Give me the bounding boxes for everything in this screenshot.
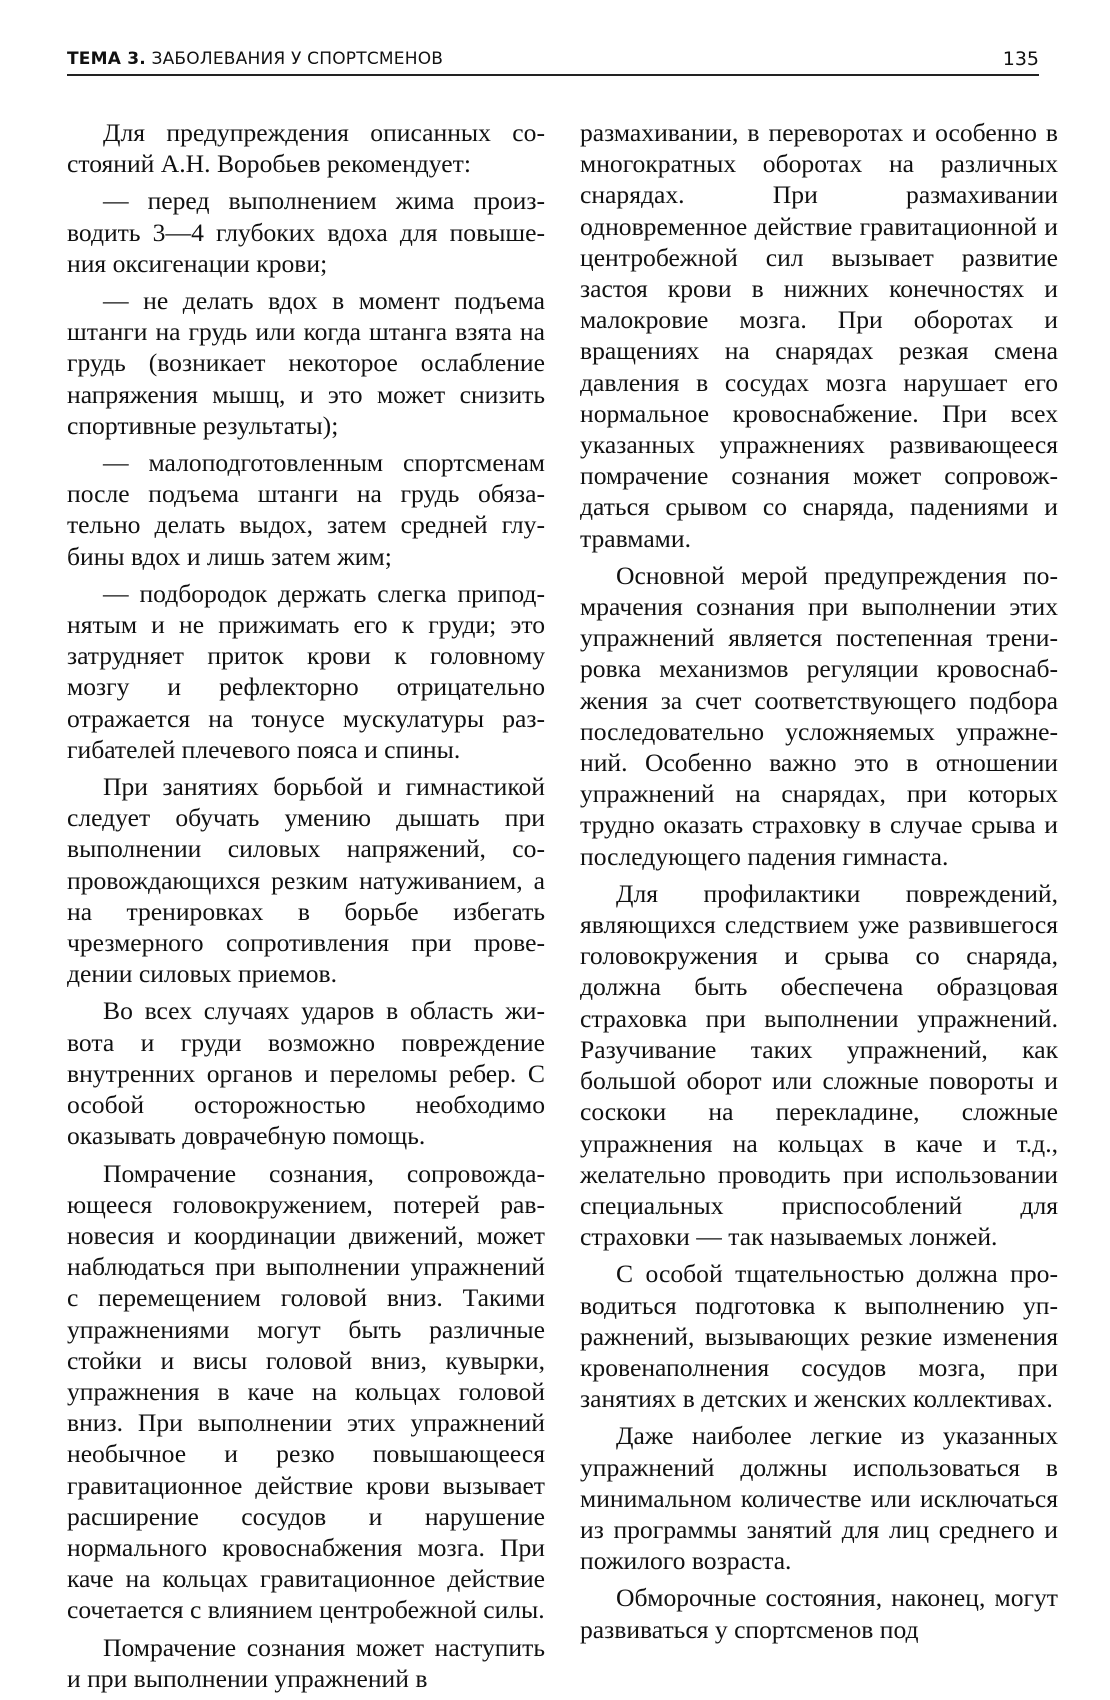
header-title: ЗАБОЛЕВАНИЯ У СПОРТСМЕНОВ [151, 49, 444, 69]
paragraph: С особой тщательностью должна проводиться подготовка к выполнению упражнений, вызывающих резкие изменения кровенаполнения сосудов мозга, при занятиях в детских и женских коллективах. [580, 1259, 1058, 1414]
list-item: — подбородок держать слегка приподнятым и не прижимать его к груди; это затрудняет приток крови к головному мозгу и рефлекторно отрицательно отражается на тонусе мускулатуры разгибателей плечевого пояса и спины. [67, 578, 545, 764]
running-header [67, 49, 443, 69]
paragraph: При занятиях борьбой и гимнастикой следует обучать умению дышать при выполнении силовых напряжений, сопровождающихся резким натуживанием, а на тренировках в борьбе избегать чрезмерного сопротивления при проведении силовых приемов. [67, 772, 545, 989]
list-item: — перед выполнением жима производить 3—4 глубоких вдоха для повышения оксигенации крови; [67, 186, 545, 278]
paragraph: Основной мерой предупреждения помрачения сознания при выполнении этих упражнений является постепенная тренировка механизмов регуляции кровоснабжения за счет соответствующего подбора последовательно усложняемых упражнений. Особенно важно это в отношении упражнений на снарядах, при которых трудно оказать страховку в случае срыва и последующего падения гимнаста. [580, 560, 1058, 871]
continued-paragraph: размахивании, в переворотах и особенно в многократных оборотах на различных снарядах. При размахивании одновременное действие гравитационной и центробежной сил вызывает развитие застоя крови в нижних конечностях и малокровие мозга. При оборотах и вращениях на снарядах резкая смена давления в сосудах мозга нарушает его нормальное кровоснабжение. При всех указанных упражнениях развивающееся помрачение сознания может сопровождаться срывом со снаряда, падениями и травмами. [580, 118, 1058, 553]
page-header [67, 40, 1039, 76]
paragraph: Обморочные состояния, наконец, могут развиваться у спортсменов под [580, 1583, 1058, 1644]
header-topic: ТЕМА 3. [67, 49, 146, 69]
right-column [580, 117, 1058, 1651]
paragraph: Даже наиболее легкие из указанных упражнений должны использоваться в минимальном количестве или исключаться из программы занятий для лиц среднего и пожилого возраста. [580, 1421, 1058, 1576]
list-item: — малоподготовленным спортсменам после подъема штанги на грудь обязательно делать выдох, затем средней глубины вдох и лишь затем жим; [67, 448, 545, 571]
list-item: — не делать вдох в момент подъема штанги на грудь или когда штанга взята на грудь (возникает некоторое ослабление напряжения мышц, и это может снизить спортивные результаты); [67, 286, 545, 440]
paragraph: Для профилактики повреждений, являющихся следствием уже развившегося головокружения и срыва со снаряда, должна быть обеспечена образцовая страховка при выполнении упражнений. Разучивание таких упражнений, как большой оборот или сложные повороты и соскоки на перекладине, сложные упражнения на кольцах в каче и т.д., желательно проводить при использовании специальных приспособлений для страховки — так называемых лонжей. [580, 878, 1058, 1252]
paragraph: Помрачение сознания, сопровождающееся головокружением, потерей равновесия и координации движений, может наблюдаться при выполнении упражнений с перемещением головой вниз. Такими упражнениями могут быть различные стойки и висы головой вниз, кувырки, упражнения в каче на кольцах головой вниз. При выполнении этих упражнений необычное и резко повышающееся гравитационное действие крови вызывает расширение сосудов и нарушение нормального кровоснабжения мозга. При каче на кольцах гравитационное действие сочетается с влиянием центробежной силы. [67, 1158, 545, 1625]
left-column [67, 117, 545, 1700]
page-number: 135 [1002, 48, 1039, 70]
paragraph: Во всех случаях ударов в область живота и груди возможно повреждение внутренних органов и переломы ребер. С особой осторожностью необходимо оказывать доврачебную помощь. [67, 996, 545, 1151]
paragraph: Помрачение сознания может наступить и при выполнении упражнений в [67, 1632, 545, 1693]
paragraph: Для предупреждения описанных состояний А.Н. Воробьев рекомендует: [67, 118, 545, 179]
